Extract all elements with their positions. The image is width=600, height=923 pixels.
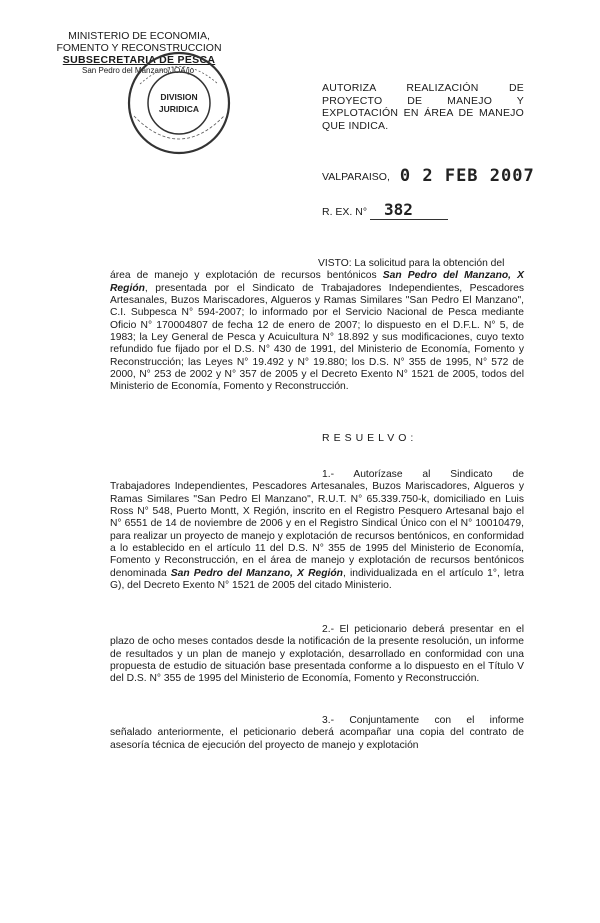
title-line: EXPLOTACIÓN EN ÁREA DE MANEJO <box>322 107 524 119</box>
item-2-first-line: 2.- El peticionario deberá presentar en el <box>322 624 524 635</box>
visto-text: área de manejo y explotación de recursos bentónicos <box>110 270 383 282</box>
item-1-area-name: San Pedro del Manzano, X Región <box>170 567 343 579</box>
item-2-text: plazo de ocho meses contados desde la notificación de la presente resolución, un informe de resultados y un plan de manejo y explotación, desarrollado en conformidad con una propuesta de estudio de situación base presentada conforme a lo dispuesto en el Título V del D.S. N° 355 de 1995 del Ministerio de Economía, Fomento y Reconstrucción. <box>110 636 524 685</box>
ministry-line-1: MINISTERIO DE ECONOMIA, <box>68 30 210 42</box>
juridical-division-stamp <box>120 44 238 162</box>
rex-label: R. EX. N° <box>322 206 370 218</box>
resolution-number-line <box>322 200 448 220</box>
stamp-line-2: JURIDICA <box>158 104 200 114</box>
date-stamp: 0 2 FEB 2007 <box>399 166 535 186</box>
date-line <box>322 165 535 185</box>
title-line: AUTORIZA REALIZACIÓN DE <box>322 82 524 94</box>
date-place: VALPARAISO, <box>322 171 390 183</box>
visto-text: , presentada por el Sindicato de Trabajadores Independientes, Pescadores Artesanales, Buzos Mariscadores, Algueros y Ramas Similares "San Pedro El Manzano", C.I. Subpesca N° 594-2007; lo informado por el Servicio Nacional de Pesca mediante Oficio N° 170004807 de fecha 12 de enero de 2007; lo dispuesto en el D.F.L. N° 5, de 1983; la Ley General de Pesca y Acuicultura N° 18.892 y sus modificaciones, cuyo texto refundido fue fijado por el D.S. N° 430 de 1991, del Ministerio de Economía, Fomento y Reconstrucción; las Leyes N° 19.492 y N° 19.880; los D.S. N° 355 de 1995, N° 572 de 2000, N° 253 de 2002 y N° 357 de 2005 y el Decreto Exento N° 1521 de 2005, todos del Ministerio de Economía, Fomento y Reconstrucción. <box>110 282 524 393</box>
visto-paragraph <box>110 258 524 394</box>
stamp-line-1: DIVISION <box>160 92 198 102</box>
item-1-first-line: 1.- Autorízase al Sindicato de <box>322 469 524 480</box>
location-line: San Pedro del Manzano/JOA/jo <box>82 66 195 75</box>
title-line: PROYECTO DE MANEJO Y <box>322 94 524 107</box>
resuelvo-heading: RESUELVO: <box>322 432 418 444</box>
item-2-paragraph <box>110 624 524 686</box>
item-1-text: Trabajadores Independientes, Pescadores Artesanales, Buzos Mariscadores, Algueros y Ramas Similares "San Pedro El Manzano", R.U.T. N° 65.339.750-k, domiciliado en Luis Ross N° 548, Puerto Montt, X Región, inscrito en el Registro Pesquero Artesanal bajo el N° 6551 de 14 de noviembre de 2006 y en el Registro Sindical Único con el N° 10010479, para realizar un proyecto de manejo y explotación de recursos bentónicos, en conformidad a lo establecido en el artículo 11 del D.S. N° 355 de 1995 del Ministerio de Economía, Fomento y Reconstrucción, en el área de manejo y explotación de recursos bentónicos denominada <box>110 481 524 579</box>
ministry-line-2: FOMENTO Y RECONSTRUCCION <box>56 42 222 54</box>
resolution-title <box>322 82 524 132</box>
item-3-first-line: 3.- Conjuntamente con el informe <box>322 715 524 726</box>
item-3-text: señalado anteriormente, el peticionario deberá acompañar una copia del contrato de asesoría técnica de ejecución del proyecto de manejo y explotación <box>110 727 524 751</box>
visto-area-name: San Pedro del Manzano, X Región <box>110 270 525 294</box>
item-1-paragraph <box>110 469 524 592</box>
item-3-paragraph <box>110 715 524 752</box>
item-1-text: , individualizada en el artículo 1°, letra G), del Decreto Exento N° 1521 de 2005 del citado Ministerio. <box>110 567 525 592</box>
title-line: QUE INDICA. <box>322 119 389 132</box>
visto-first-line: VISTO: La solicitud para la obtención del <box>318 258 505 269</box>
rex-number: 382 <box>370 200 448 220</box>
subsecretaria-line: SUBSECRETARIA DE PESCA <box>62 54 216 66</box>
